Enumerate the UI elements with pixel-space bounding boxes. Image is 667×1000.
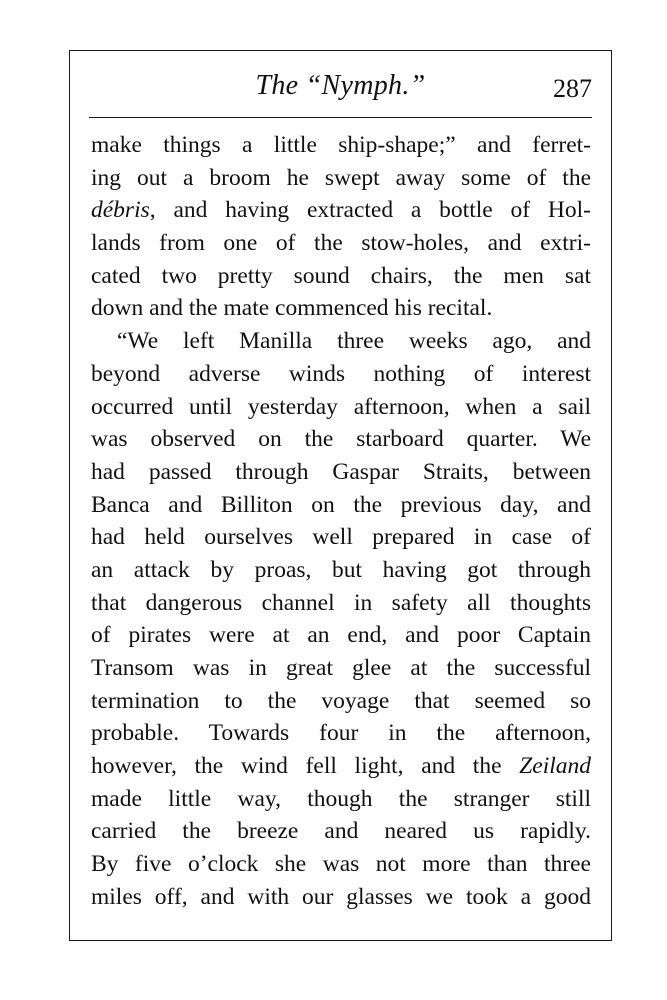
text-line: ing out a broom he swept away some of the [91,164,591,191]
text-line: had held ourselves well prepared in case of [91,524,591,551]
text-line-rest: , and having extracted a bottle of Hol- [149,197,591,224]
text-line: By five o’clock she was not more than three [91,851,591,878]
text-line: Transom was in great glee at the successful [91,655,591,681]
text-line: Banca and Billiton on the previous day, and [91,491,591,518]
body-text [91,129,591,914]
text-line: an attack by proas, but having got through [91,556,591,583]
italic-word-debris: débris [91,197,150,224]
text-line: of pirates were at an end, and poor Captain [91,622,591,649]
text-line: probable. Towards four in the afternoon, [91,720,591,747]
text-line: make things a little ship-shape;” and ferret- [91,132,591,158]
text-line: miles off, and with our glasses we took a good [91,883,591,910]
text-line: had passed through Gaspar Straits, between [91,458,591,485]
text-line: lands from one of the stow-holes, and extri- [91,230,591,257]
text-line: occurred until yesterday afternoon, when a sail [91,393,591,420]
page-header [89,70,592,114]
text-line: termination to the voyage that seemed so [91,687,591,714]
italic-word-ship-name: Zeiland [519,753,591,780]
text-line [91,194,591,227]
running-title: The “Nymph.” [255,70,426,101]
header-rule [89,117,592,118]
text-line: was observed on the starboard quarter. We [91,426,591,453]
page-number: 287 [553,74,592,103]
text-line: that dangerous channel in safety all thoughts [91,589,591,616]
text-line: cated two pretty sound chairs, the men sat [91,262,591,289]
text-line: carried the breeze and neared us rapidly. [91,818,591,845]
text-line-start: however, the wind fell light, and the [91,753,520,780]
text-line: down and the mate commenced his recital. [91,295,493,322]
text-line [91,750,591,783]
text-line: “We left Manilla three weeks ago, and [117,328,591,355]
text-line: made little way, though the stranger still [91,785,591,812]
text-line: beyond adverse winds nothing of interest [91,360,591,387]
